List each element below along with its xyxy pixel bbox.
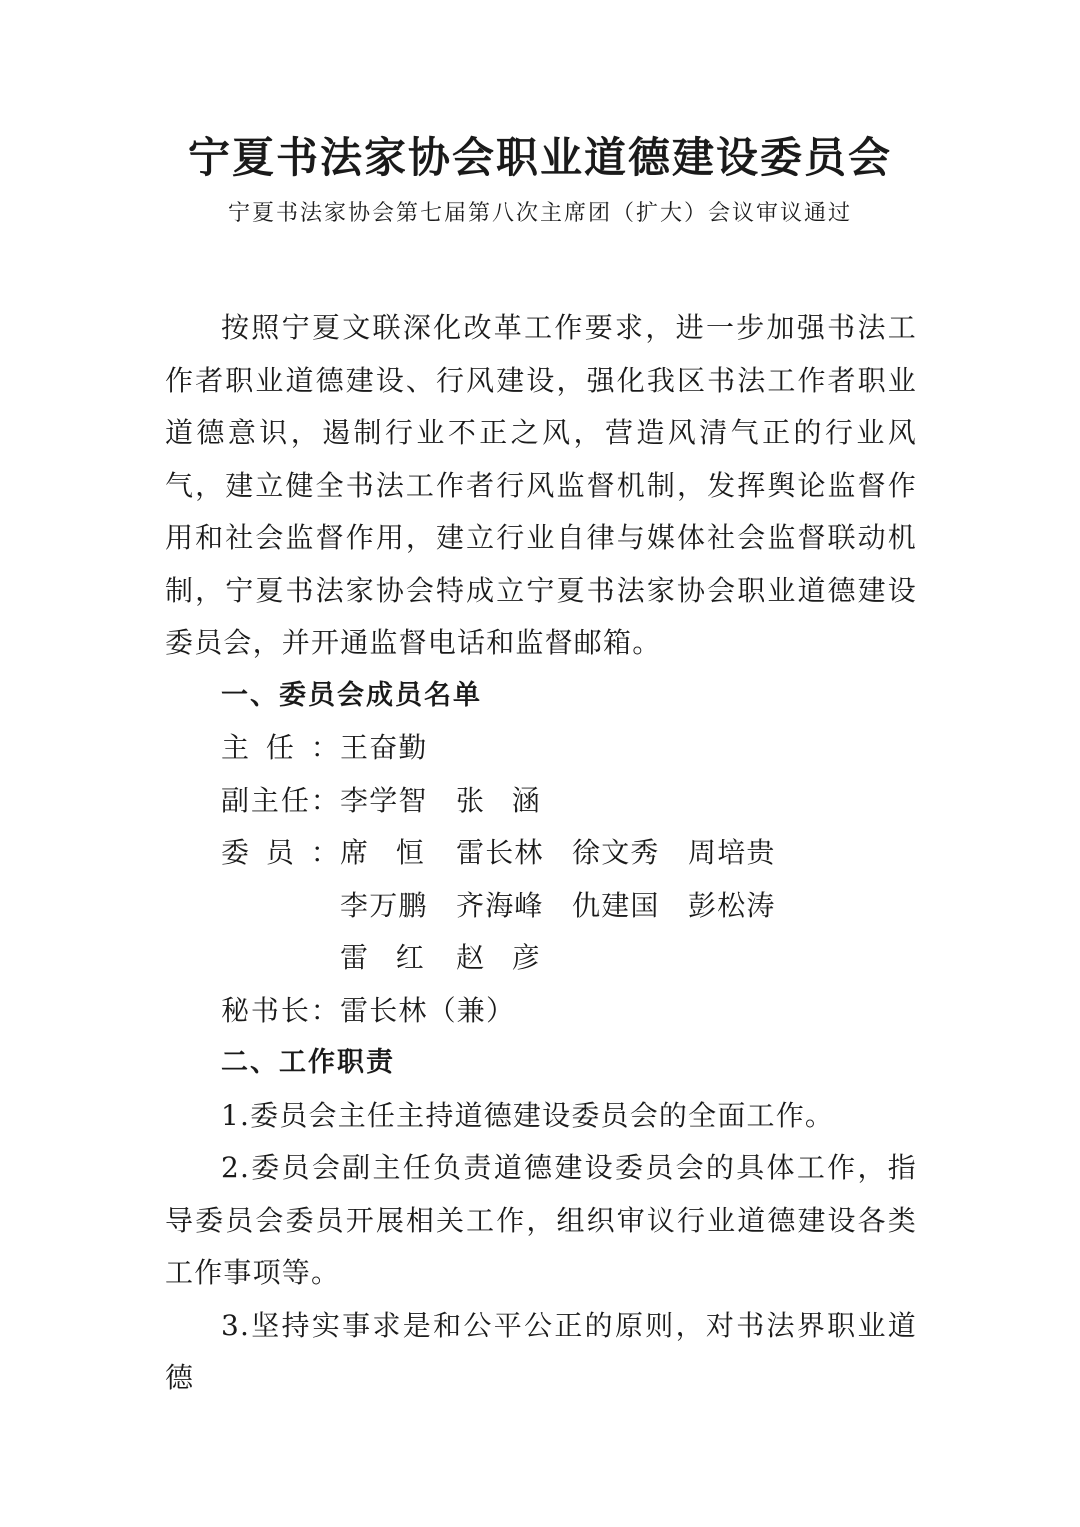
director-label: 主任： [221,731,340,764]
members-row [165,827,917,880]
secretary-name: 雷长林（兼） [340,993,516,1027]
members-row [165,880,917,933]
member-name: 赵彦 [456,941,541,974]
deputy-name: 李学智 [340,783,428,817]
member-name: 李万鹏 [340,888,428,922]
document-subtitle: 宁夏书法家协会第七届第八次主席团（扩大）会议审议通过 [227,201,852,226]
duty-item: 3.坚持实事求是和公平公正的原则，对书法界职业道德 [165,1308,917,1394]
intro-paragraph: 按照宁夏文联深化改革工作要求，进一步加强书法工作者职业道德建设、行风建设，强化我区书法工作者职业道德意识，遏制行业不正之风，营造风清气正的行业风气，建立健全书法工作者行风监督机制，发挥舆论监督作用和社会监督作用，建立行业自律与媒体社会监督联动机制，宁夏书法家协会特成立宁夏书法家协会职业道德建设委员会，并开通监督电话和监督邮箱。 [165,311,917,659]
member-name: 周培贵 [688,836,776,869]
member-name: 雷红 [340,941,425,974]
section-heading-duties: 二、工作职责 [221,1047,395,1078]
director-row [165,722,917,775]
secretary-label: 秘书长： [221,993,340,1027]
director-name: 王奋勤 [340,731,428,764]
members-label: 委员： [221,836,340,869]
duty-item: 1.委员会主任主持道德建设委员会的全面工作。 [221,1098,835,1132]
member-name: 齐海峰 [456,888,544,922]
member-name: 席恒 [340,836,425,869]
members-row [165,932,917,985]
document-body [165,302,917,1405]
member-name: 仇建国 [572,888,660,922]
member-name: 彭松涛 [688,888,776,922]
deputy-name: 张涵 [456,783,541,817]
member-name: 徐文秀 [572,836,660,869]
secretary-row [165,985,917,1038]
duty-item: 2.委员会副主任负责道德建设委员会的具体工作，指导委员会委员开展相关工作，组织审议行业道德建设各类工作事项等。 [165,1151,917,1289]
deputy-row [165,775,917,828]
section-heading-members: 一、委员会成员名单 [221,679,482,711]
deputy-label: 副主任： [221,783,340,817]
document-title: 宁夏书法家协会职业道德建设委员会 [187,133,892,182]
member-name: 雷长林 [456,836,544,869]
